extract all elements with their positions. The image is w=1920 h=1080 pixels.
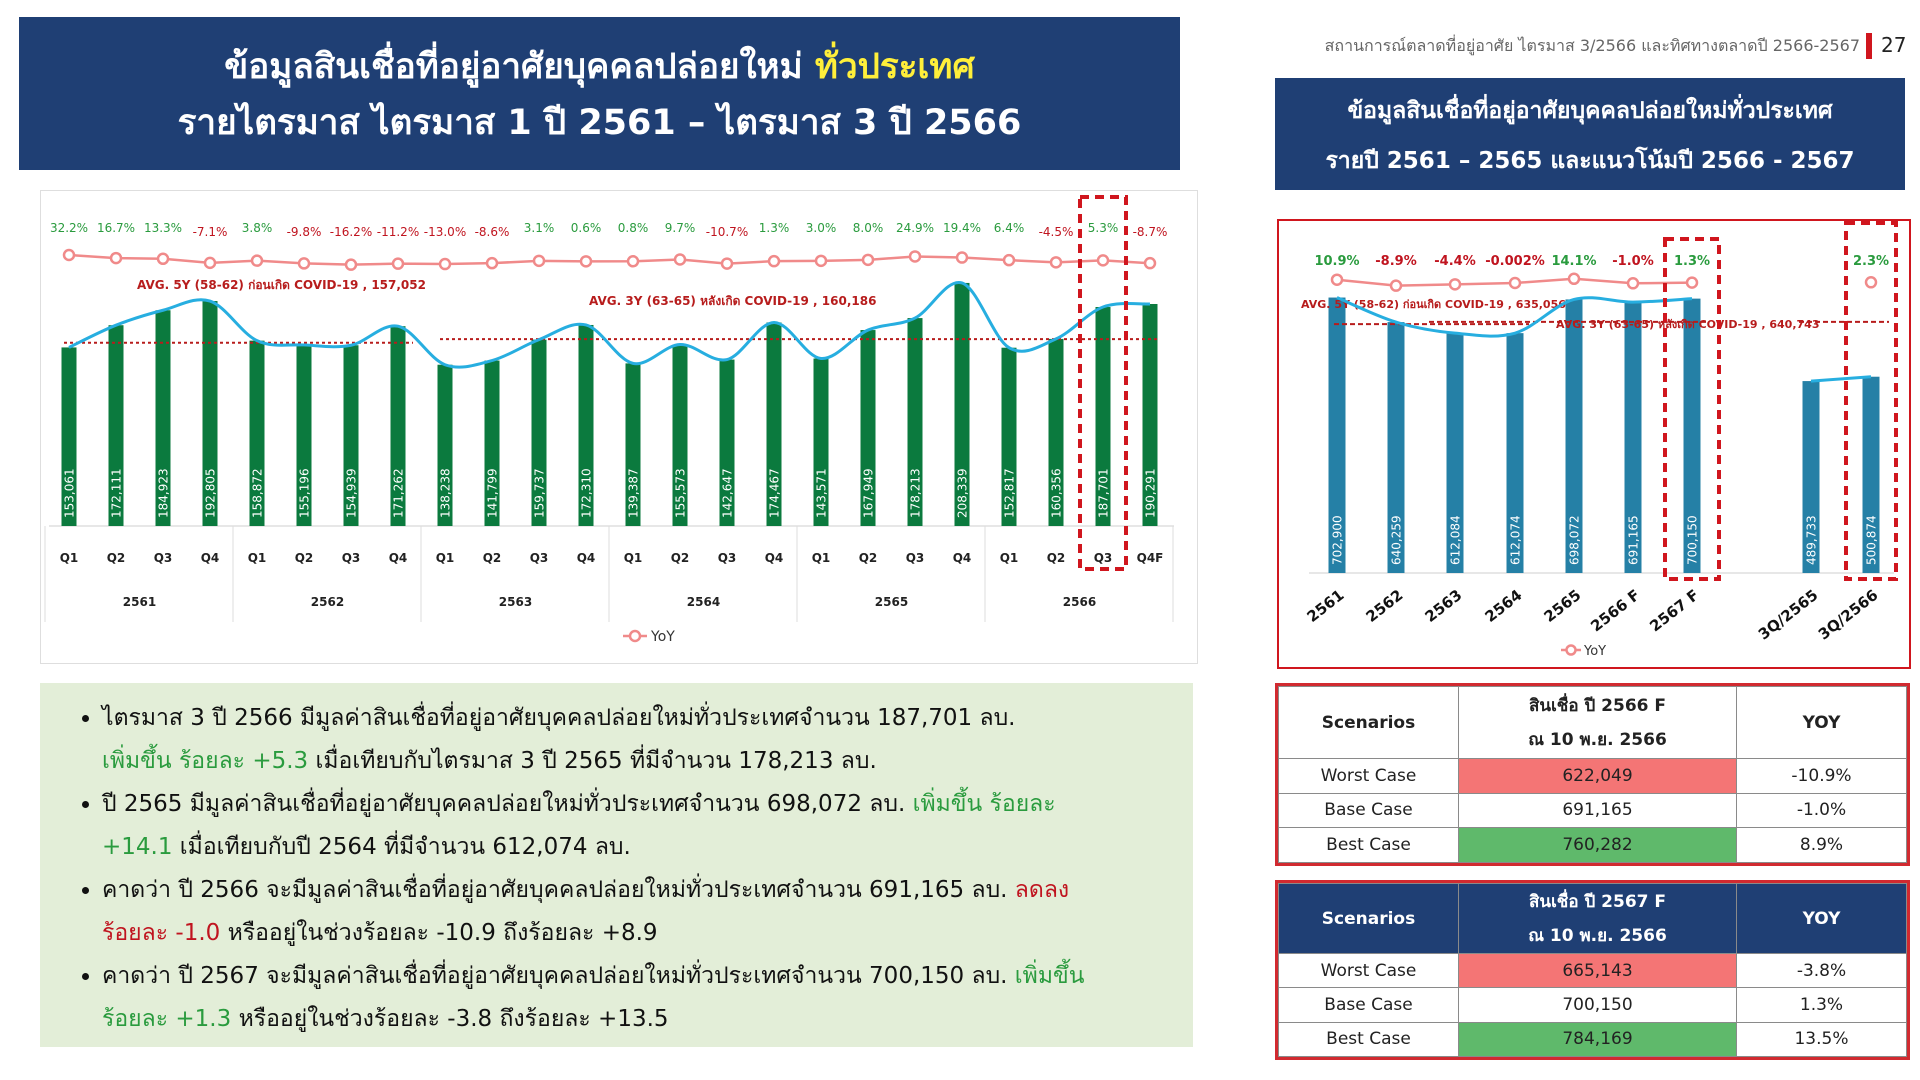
yoy-point (816, 256, 826, 266)
bullet-text: หรืออยู่ในช่วงร้อยละ -10.9 ถึงร้อยละ +8.9 (220, 920, 658, 946)
yoy-point (675, 255, 685, 265)
bullet-text: เพิ่มขึ้น (1014, 963, 1085, 989)
avg-label-5y: AVG. 5Y (58-62) ก่อนเกิด COVID-19 , 635,056 (1301, 298, 1566, 311)
bullet-text: ปี 2565 มีมูลค่าสินเชื่อที่อยู่อาศัยบุคคลปล่อยใหม่ทั่วประเทศจำนวน 698,072 ลบ. (102, 791, 913, 817)
legend-marker (630, 631, 640, 641)
bar-value-label: 208,339 (955, 468, 970, 518)
yoy-label: -4.4% (1434, 254, 1476, 269)
yoy-label: -4.5% (1038, 225, 1074, 239)
yoy-label: 13.3% (143, 221, 183, 235)
yoy-label: 5.3% (1087, 221, 1119, 235)
yoy-label: 9.7% (664, 221, 696, 235)
right-title-line1: ข้อมูลสินเชื่อที่อยู่อาศัยบุคคลปล่อยใหม่ทั่วประเทศ (1347, 98, 1833, 124)
yoy-label: -8.7% (1132, 225, 1168, 239)
tick-label: 2565 (1540, 585, 1585, 626)
scenario-2567-col1: Scenarios (1279, 884, 1459, 954)
scenario-value: 784,169 (1459, 1022, 1737, 1056)
year-group-label: 2565 (874, 595, 909, 609)
yoy-label: 0.8% (617, 221, 649, 235)
yoy-label: -9.8% (286, 225, 322, 239)
yoy-point (1628, 278, 1638, 288)
scenario-2566-col2 (1459, 687, 1737, 759)
table-row (1279, 793, 1907, 828)
legend-label: YoY (1584, 644, 1607, 659)
left-title-highlight: ทั่วประเทศ (814, 47, 975, 87)
tick-label: Q1 (59, 551, 79, 565)
yoy-point (1332, 275, 1342, 285)
table-row (1279, 1022, 1907, 1056)
yoy-point (1866, 277, 1876, 287)
bar-value-label: 700,150 (1685, 515, 1700, 565)
scenario-table-2567 (1275, 880, 1910, 1060)
tick-label: Q4 (764, 551, 784, 565)
bar-value-label: 171,262 (391, 468, 406, 518)
yoy-point (1450, 279, 1460, 289)
table-row (1279, 759, 1907, 794)
yoy-label: 3.1% (523, 221, 555, 235)
scenario-name: Worst Case (1279, 954, 1459, 988)
yoy-point (440, 259, 450, 269)
yoy-label: 8.0% (852, 221, 884, 235)
bar-value-label: 172,310 (579, 468, 594, 518)
year-group-label: 2566 (1062, 595, 1097, 609)
scenario-yoy: -10.9% (1737, 759, 1907, 794)
summary-bullets (40, 683, 1193, 1047)
scenario-name: Best Case (1279, 828, 1459, 863)
tick-label: 3Q/2566 (1814, 585, 1882, 644)
yoy-label: -8.6% (474, 225, 510, 239)
tick-label: Q3 (717, 551, 737, 565)
yoy-label: -11.2% (376, 225, 420, 239)
yoy-label: 19.4% (942, 221, 982, 235)
yoy-point (628, 256, 638, 266)
yoy-point (346, 260, 356, 270)
scenario-2567-col2 (1459, 884, 1737, 954)
tick-label: Q4 (576, 551, 596, 565)
tick-label: 2561 (1303, 585, 1348, 626)
scenario-yoy: -1.0% (1737, 793, 1907, 828)
bar-value-label: 187,701 (1096, 468, 1111, 518)
yoy-point (299, 258, 309, 268)
yoy-label: 1.3% (1673, 254, 1711, 269)
yoy-point (487, 258, 497, 268)
bullet-text: ไตรมาส 3 ปี 2566 มีมูลค่าสินเชื่อที่อยู่อาศัยบุคคลปล่อยใหม่ทั่วประเทศจำนวน 187,701 ลบ. (102, 705, 1016, 731)
bar-value-label: 159,737 (532, 468, 547, 518)
yoy-point (957, 253, 967, 263)
table-row (1279, 954, 1907, 988)
scenario-2567-header (1279, 884, 1907, 954)
scenario-value: 622,049 (1459, 759, 1737, 794)
bullet-item (102, 955, 1173, 1041)
left-title-line1 (19, 39, 1180, 95)
left-title-prefix: ข้อมูลสินเชื่อที่อยู่อาศัยบุคคลปล่อยใหม่ (224, 47, 815, 87)
yoy-label: -16.2% (329, 225, 373, 239)
bar-value-label: 143,571 (814, 468, 829, 518)
page-number: 27 (1881, 33, 1907, 57)
yoy-label: 16.7% (96, 221, 136, 235)
bar-value-label: 489,733 (1804, 515, 1819, 565)
year-group-label: 2561 (122, 595, 157, 609)
yoy-label: 3.8% (241, 221, 273, 235)
bar-value-label: 158,872 (250, 468, 265, 518)
yoy-point (863, 255, 873, 265)
yoy-label: 32.2% (49, 221, 89, 235)
bullet-text: เพิ่มขึ้น ร้อยละ +5.3 (102, 748, 309, 774)
bar-value-label: 174,467 (767, 468, 782, 518)
tick-label: Q1 (999, 551, 1019, 565)
yoy-label: 24.9% (895, 221, 935, 235)
scenario-2566-col3: YOY (1737, 687, 1907, 759)
bullet-item (102, 783, 1173, 869)
avg-label-3y: AVG. 3Y (63-65) หลังเกิด COVID-19 , 640,743 (1556, 318, 1820, 331)
scenario-value: 691,165 (1459, 793, 1737, 828)
scenario-value: 760,282 (1459, 828, 1737, 863)
bar-value-label: 167,949 (861, 468, 876, 518)
scenario-yoy: 13.5% (1737, 1022, 1907, 1056)
bar-value-label: 178,213 (908, 468, 923, 518)
yoy-point (205, 258, 215, 268)
yoy-point (1391, 281, 1401, 291)
bar-value-label: 155,573 (673, 468, 688, 518)
left-title-banner (19, 17, 1180, 170)
scenario-2566-grid (1278, 686, 1907, 863)
bar-value-label: 142,647 (720, 468, 735, 518)
scenario-name: Base Case (1279, 988, 1459, 1022)
yoy-point (1569, 274, 1579, 284)
year-group-label: 2564 (686, 595, 721, 609)
bullet-text: หรืออยู่ในช่วงร้อยละ -3.8 ถึงร้อยละ +13.5 (231, 1006, 669, 1032)
yoy-label: -13.0% (423, 225, 467, 239)
year-group-label: 2563 (498, 595, 533, 609)
year-group-label: 2562 (310, 595, 345, 609)
yoy-point (111, 253, 121, 263)
bar-value-label: 698,072 (1567, 515, 1582, 565)
scenario-value: 665,143 (1459, 954, 1737, 988)
scenario-2567-col2-line2: ณ 10 พ.ย. 2566 (1528, 925, 1667, 946)
bar-value-label: 160,356 (1049, 468, 1064, 518)
right-title-line2: รายปี 2561 – 2565 และแนวโน้มปี 2566 - 2567 (1325, 148, 1855, 174)
yoy-label: 14.1% (1551, 254, 1597, 269)
scenario-name: Base Case (1279, 793, 1459, 828)
bar-value-label: 612,084 (1448, 515, 1463, 565)
bar-value-label: 138,238 (438, 468, 453, 518)
top-note: สถานการณ์ตลาดที่อยู่อาศัย ไตรมาส 3/2566 และทิศทางตลาดปี 2566-2567 (1324, 36, 1860, 55)
tick-label: Q3 (1093, 551, 1113, 565)
tick-label: Q4 (952, 551, 972, 565)
scenario-value: 700,150 (1459, 988, 1737, 1022)
quarterly-chart-panel (40, 190, 1198, 664)
yoy-label: -1.0% (1612, 254, 1654, 269)
bar-value-label: 154,939 (344, 468, 359, 518)
yoy-point (1004, 255, 1014, 265)
yoy-point (581, 256, 591, 266)
table-row (1279, 828, 1907, 863)
bullet-text: ลดลง (1014, 877, 1070, 903)
bar-value-label: 691,165 (1626, 515, 1641, 565)
tick-label: Q1 (247, 551, 267, 565)
bullet-text: ร้อยละ -1.0 (102, 920, 221, 946)
scenario-table-2566 (1275, 683, 1910, 866)
yoy-line (69, 255, 1150, 265)
tick-label: Q4 (388, 551, 408, 565)
tick-label: 2563 (1421, 585, 1466, 626)
tick-label: Q3 (529, 551, 549, 565)
bullet-text: ร้อยละ +1.3 (102, 1006, 232, 1032)
yoy-point (1051, 257, 1061, 267)
tick-label: Q1 (435, 551, 455, 565)
tick-label: Q3 (153, 551, 173, 565)
bar-value-label: 192,805 (203, 468, 218, 518)
legend-marker (1567, 646, 1576, 655)
yearly-chart-panel (1277, 219, 1911, 669)
yoy-label: -7.1% (192, 225, 228, 239)
tick-label: Q2 (482, 551, 502, 565)
legend-label: YoY (651, 629, 675, 645)
bar-value-label: 155,196 (297, 468, 312, 518)
tick-label: Q2 (294, 551, 314, 565)
bar-value-label: 500,874 (1864, 515, 1879, 565)
yoy-point (252, 256, 262, 266)
yoy-point (722, 259, 732, 269)
tick-label: Q2 (670, 551, 690, 565)
yearly-chart (1279, 221, 1909, 667)
yoy-label: 2.3% (1852, 254, 1890, 269)
bar-value-label: 612,074 (1508, 515, 1523, 565)
scenario-name: Worst Case (1279, 759, 1459, 794)
table-row (1279, 988, 1907, 1022)
tick-label: 2562 (1362, 585, 1407, 626)
scenario-2566-header (1279, 687, 1907, 759)
scenario-yoy: 8.9% (1737, 828, 1907, 863)
tick-label: Q2 (858, 551, 878, 565)
yoy-point (910, 251, 920, 261)
scenario-2566-col2-line1: สินเชื่อ ปี 2566 F (1528, 695, 1667, 716)
bullet-list (60, 697, 1173, 1041)
yoy-label: -8.9% (1375, 254, 1417, 269)
yoy-point (158, 254, 168, 264)
left-title-line2: รายไตรมาส ไตรมาส 1 ปี 2561 – ไตรมาส 3 ปี 2566 (177, 103, 1022, 143)
tick-label: Q3 (341, 551, 361, 565)
trend-line-quarter (1811, 377, 1871, 381)
bar-value-label: 153,061 (62, 468, 77, 518)
yoy-label: 1.3% (758, 221, 790, 235)
scenario-2566-col1: Scenarios (1279, 687, 1459, 759)
bullet-item (102, 697, 1173, 783)
scenario-name: Best Case (1279, 1022, 1459, 1056)
bar-value-label: 640,259 (1389, 515, 1404, 565)
page-number-marker (1866, 33, 1872, 59)
tick-label: Q1 (623, 551, 643, 565)
bar-value-label: 139,387 (626, 468, 641, 518)
bar-value-label: 152,817 (1002, 468, 1017, 518)
yoy-point (534, 256, 544, 266)
avg-label-5y: AVG. 5Y (58-62) ก่อนเกิด COVID-19 , 157,052 (137, 278, 426, 292)
yoy-point (1098, 255, 1108, 265)
tick-label: Q4F (1136, 551, 1164, 565)
bar-value-label: 190,291 (1143, 468, 1158, 518)
scenario-2567-col2-line1: สินเชื่อ ปี 2567 F (1528, 891, 1667, 912)
tick-label: Q2 (1046, 551, 1066, 565)
quarterly-chart (41, 191, 1199, 665)
scenario-yoy: 1.3% (1737, 988, 1907, 1022)
yoy-point (64, 250, 74, 260)
yoy-point (769, 256, 779, 266)
avg-label-3y: AVG. 3Y (63-65) หลังเกิด COVID-19 , 160,186 (589, 294, 877, 308)
scenario-yoy: -3.8% (1737, 954, 1907, 988)
bar-value-label: 172,111 (109, 468, 124, 518)
bullet-text: เมื่อเทียบกับปี 2564 ที่มีจำนวน 612,074 ลบ. (172, 834, 631, 860)
yoy-point (393, 259, 403, 269)
bar-value-label: 702,900 (1330, 515, 1345, 565)
bullet-text: เพิ่มขึ้น ร้อยละ (912, 791, 1056, 817)
bullet-text: เมื่อเทียบกับไตรมาส 3 ปี 2565 ที่มีจำนวน 178,213 ลบ. (308, 748, 877, 774)
bar-value-label: 184,923 (156, 468, 171, 518)
yoy-point (1687, 278, 1697, 288)
scenario-2566-col2-line2: ณ 10 พ.ย. 2566 (1528, 729, 1667, 750)
yoy-point (1510, 278, 1520, 288)
yoy-label: 6.4% (993, 221, 1025, 235)
right-title-banner (1275, 78, 1905, 190)
tick-label: 2567 F (1646, 585, 1703, 636)
tick-label: 2566 F (1587, 585, 1644, 636)
bar-value-label: 141,799 (485, 468, 500, 518)
tick-label: Q4 (200, 551, 220, 565)
tick-label: Q3 (905, 551, 925, 565)
scenario-2567-col3: YOY (1737, 884, 1907, 954)
tick-label: Q1 (811, 551, 831, 565)
yoy-label: 3.0% (805, 221, 837, 235)
bullet-text: คาดว่า ปี 2567 จะมีมูลค่าสินเชื่อที่อยู่อาศัยบุคคลปล่อยใหม่ทั่วประเทศจำนวน 700,150 ลบ. (102, 963, 1015, 989)
yoy-label: 10.9% (1314, 254, 1360, 269)
tick-label: 3Q/2565 (1754, 585, 1822, 644)
tick-label: Q2 (106, 551, 126, 565)
yoy-label: 0.6% (570, 221, 602, 235)
bullet-text: คาดว่า ปี 2566 จะมีมูลค่าสินเชื่อที่อยู่อาศัยบุคคลปล่อยใหม่ทั่วประเทศจำนวน 691,165 ลบ. (102, 877, 1015, 903)
bullet-item (102, 869, 1173, 955)
bullet-text: +14.1 (102, 834, 173, 860)
yoy-label: -0.002% (1485, 254, 1545, 269)
scenario-2567-grid (1278, 883, 1907, 1057)
yoy-point (1145, 258, 1155, 268)
tick-label: 2564 (1481, 585, 1526, 626)
yoy-label: -10.7% (705, 225, 749, 239)
